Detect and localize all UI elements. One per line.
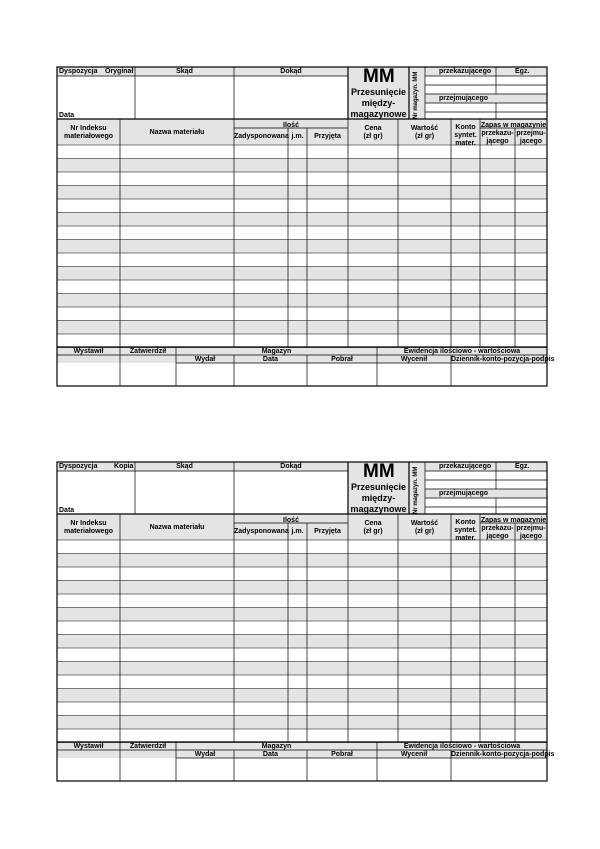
- item-row-shade: [57, 716, 547, 730]
- label-sklad: Skąd: [176, 463, 193, 470]
- label-dyspozycja: Dyspozycja: [59, 68, 98, 75]
- item-row-shade: [57, 635, 547, 649]
- label-przekazujacego: przekazującego: [439, 68, 492, 75]
- form-grid: [57, 67, 555, 386]
- item-row-shade: [57, 240, 547, 254]
- col-ilosc: Ilość: [283, 122, 299, 129]
- item-row-shade: [57, 213, 547, 227]
- label-copy-type: Kopia: [114, 463, 134, 470]
- label-pobral: Pobrał: [331, 751, 353, 758]
- mm-form-original: [57, 66, 555, 386]
- label-wydal: Wydał: [194, 751, 216, 758]
- item-row-shade: [57, 159, 547, 173]
- item-row-shade: [57, 321, 547, 335]
- col-cena: Cena (zł gr): [363, 125, 383, 140]
- title-line-1: Przesunięcie: [350, 482, 407, 492]
- form-frame: [57, 462, 555, 781]
- label-nr-magazyn: Nr magazyn. MM: [413, 466, 419, 514]
- label-magazyn: Magazyn: [261, 348, 292, 355]
- label-dziennik: Dziennik-konto-pozycja-podpis: [451, 751, 555, 758]
- col-wartosc: Wartość (zł gr): [410, 125, 439, 140]
- label-sklad: Skąd: [176, 68, 193, 75]
- col-zapas: Zapas w magazynie: [480, 122, 547, 129]
- col-nr-indeksu: Nr Indeksu materiałowego: [63, 125, 113, 140]
- label-egz: Egz.: [515, 68, 530, 75]
- col-cena: Cena (zł gr): [363, 520, 383, 535]
- item-row-shade: [57, 554, 547, 568]
- label-copy-type: Oryginał: [105, 68, 134, 75]
- item-row-shade: [57, 662, 547, 676]
- label-ewidencja: Ewidencja ilościowo - wartościowa: [403, 743, 521, 750]
- item-row-shade: [57, 581, 547, 595]
- label-przekazujacego: przekazującego: [439, 463, 492, 470]
- label-dokad: Dokąd: [280, 463, 302, 470]
- label-pobral: Pobrał: [331, 356, 353, 363]
- col-zapas: Zapas w magazynie: [480, 517, 547, 524]
- item-row-shade: [57, 608, 547, 622]
- col-przekazujacego: przekazu- jącego: [481, 525, 514, 540]
- title-code: MM: [363, 66, 395, 87]
- col-jm: j.m.: [291, 528, 304, 535]
- col-wartosc: Wartość (zł gr): [410, 520, 439, 535]
- col-przyjeta: Przyjęta: [314, 133, 341, 140]
- label-data: Data: [59, 507, 75, 514]
- label-data: Data: [59, 112, 75, 119]
- label-footer-data: Data: [262, 356, 279, 363]
- col-ilosc: Ilość: [283, 517, 299, 524]
- col-zadysponowana: Zadysponowana: [234, 528, 289, 535]
- col-nazwa: Nazwa materiału: [149, 524, 205, 531]
- label-dyspozycja: Dyspozycja: [59, 463, 98, 470]
- col-jm: j.m.: [291, 133, 304, 140]
- label-zatwierdzil: Zatwierdził: [129, 348, 167, 355]
- title-line-3: magazynowe: [350, 109, 407, 119]
- col-przejmujacego: przejmu- jącego: [516, 130, 546, 145]
- label-wydal: Wydał: [194, 356, 216, 363]
- label-egz: Egz.: [515, 463, 530, 470]
- label-przejmujacego: przejmującego: [439, 95, 489, 102]
- title-code: MM: [363, 461, 395, 482]
- col-przekazujacego: przekazu- jącego: [481, 130, 514, 145]
- label-ewidencja: Ewidencja ilościowo - wartościowa: [403, 348, 521, 355]
- label-zatwierdzil: Zatwierdził: [129, 743, 167, 750]
- title-line-1: Przesunięcie: [350, 87, 407, 97]
- col-nazwa: Nazwa materiału: [149, 129, 205, 136]
- item-row-shade: [57, 294, 547, 308]
- col-konto: Konto syntet. mater.: [454, 519, 477, 542]
- label-nr-magazyn: Nr magazyn. MM: [413, 71, 419, 119]
- mm-form-copy: [57, 461, 555, 781]
- label-wycenil: Wycenił: [400, 751, 428, 758]
- label-footer-data: Data: [262, 751, 279, 758]
- label-wystawil: Wystawił: [73, 743, 104, 750]
- col-nr-indeksu: Nr Indeksu materiałowego: [63, 520, 113, 535]
- label-przejmujacego: przejmującego: [439, 490, 489, 497]
- item-row-shade: [57, 267, 547, 281]
- label-wystawil: Wystawił: [73, 348, 104, 355]
- col-przejmujacego: przejmu- jącego: [516, 525, 546, 540]
- form-frame: [57, 67, 555, 386]
- title-line-2: między-: [361, 98, 396, 108]
- label-magazyn: Magazyn: [261, 743, 292, 750]
- form-grid: [57, 462, 555, 781]
- label-dziennik: Dziennik-konto-pozycja-podpis: [451, 356, 555, 363]
- label-wycenil: Wycenił: [400, 356, 428, 363]
- col-zadysponowana: Zadysponowana: [234, 133, 289, 140]
- item-row-shade: [57, 689, 547, 703]
- label-dokad: Dokąd: [280, 68, 302, 75]
- title-line-2: między-: [361, 493, 396, 503]
- title-line-3: magazynowe: [350, 504, 407, 514]
- item-row-shade: [57, 186, 547, 200]
- col-przyjeta: Przyjęta: [314, 528, 341, 535]
- col-konto: Konto syntet. mater.: [454, 124, 477, 147]
